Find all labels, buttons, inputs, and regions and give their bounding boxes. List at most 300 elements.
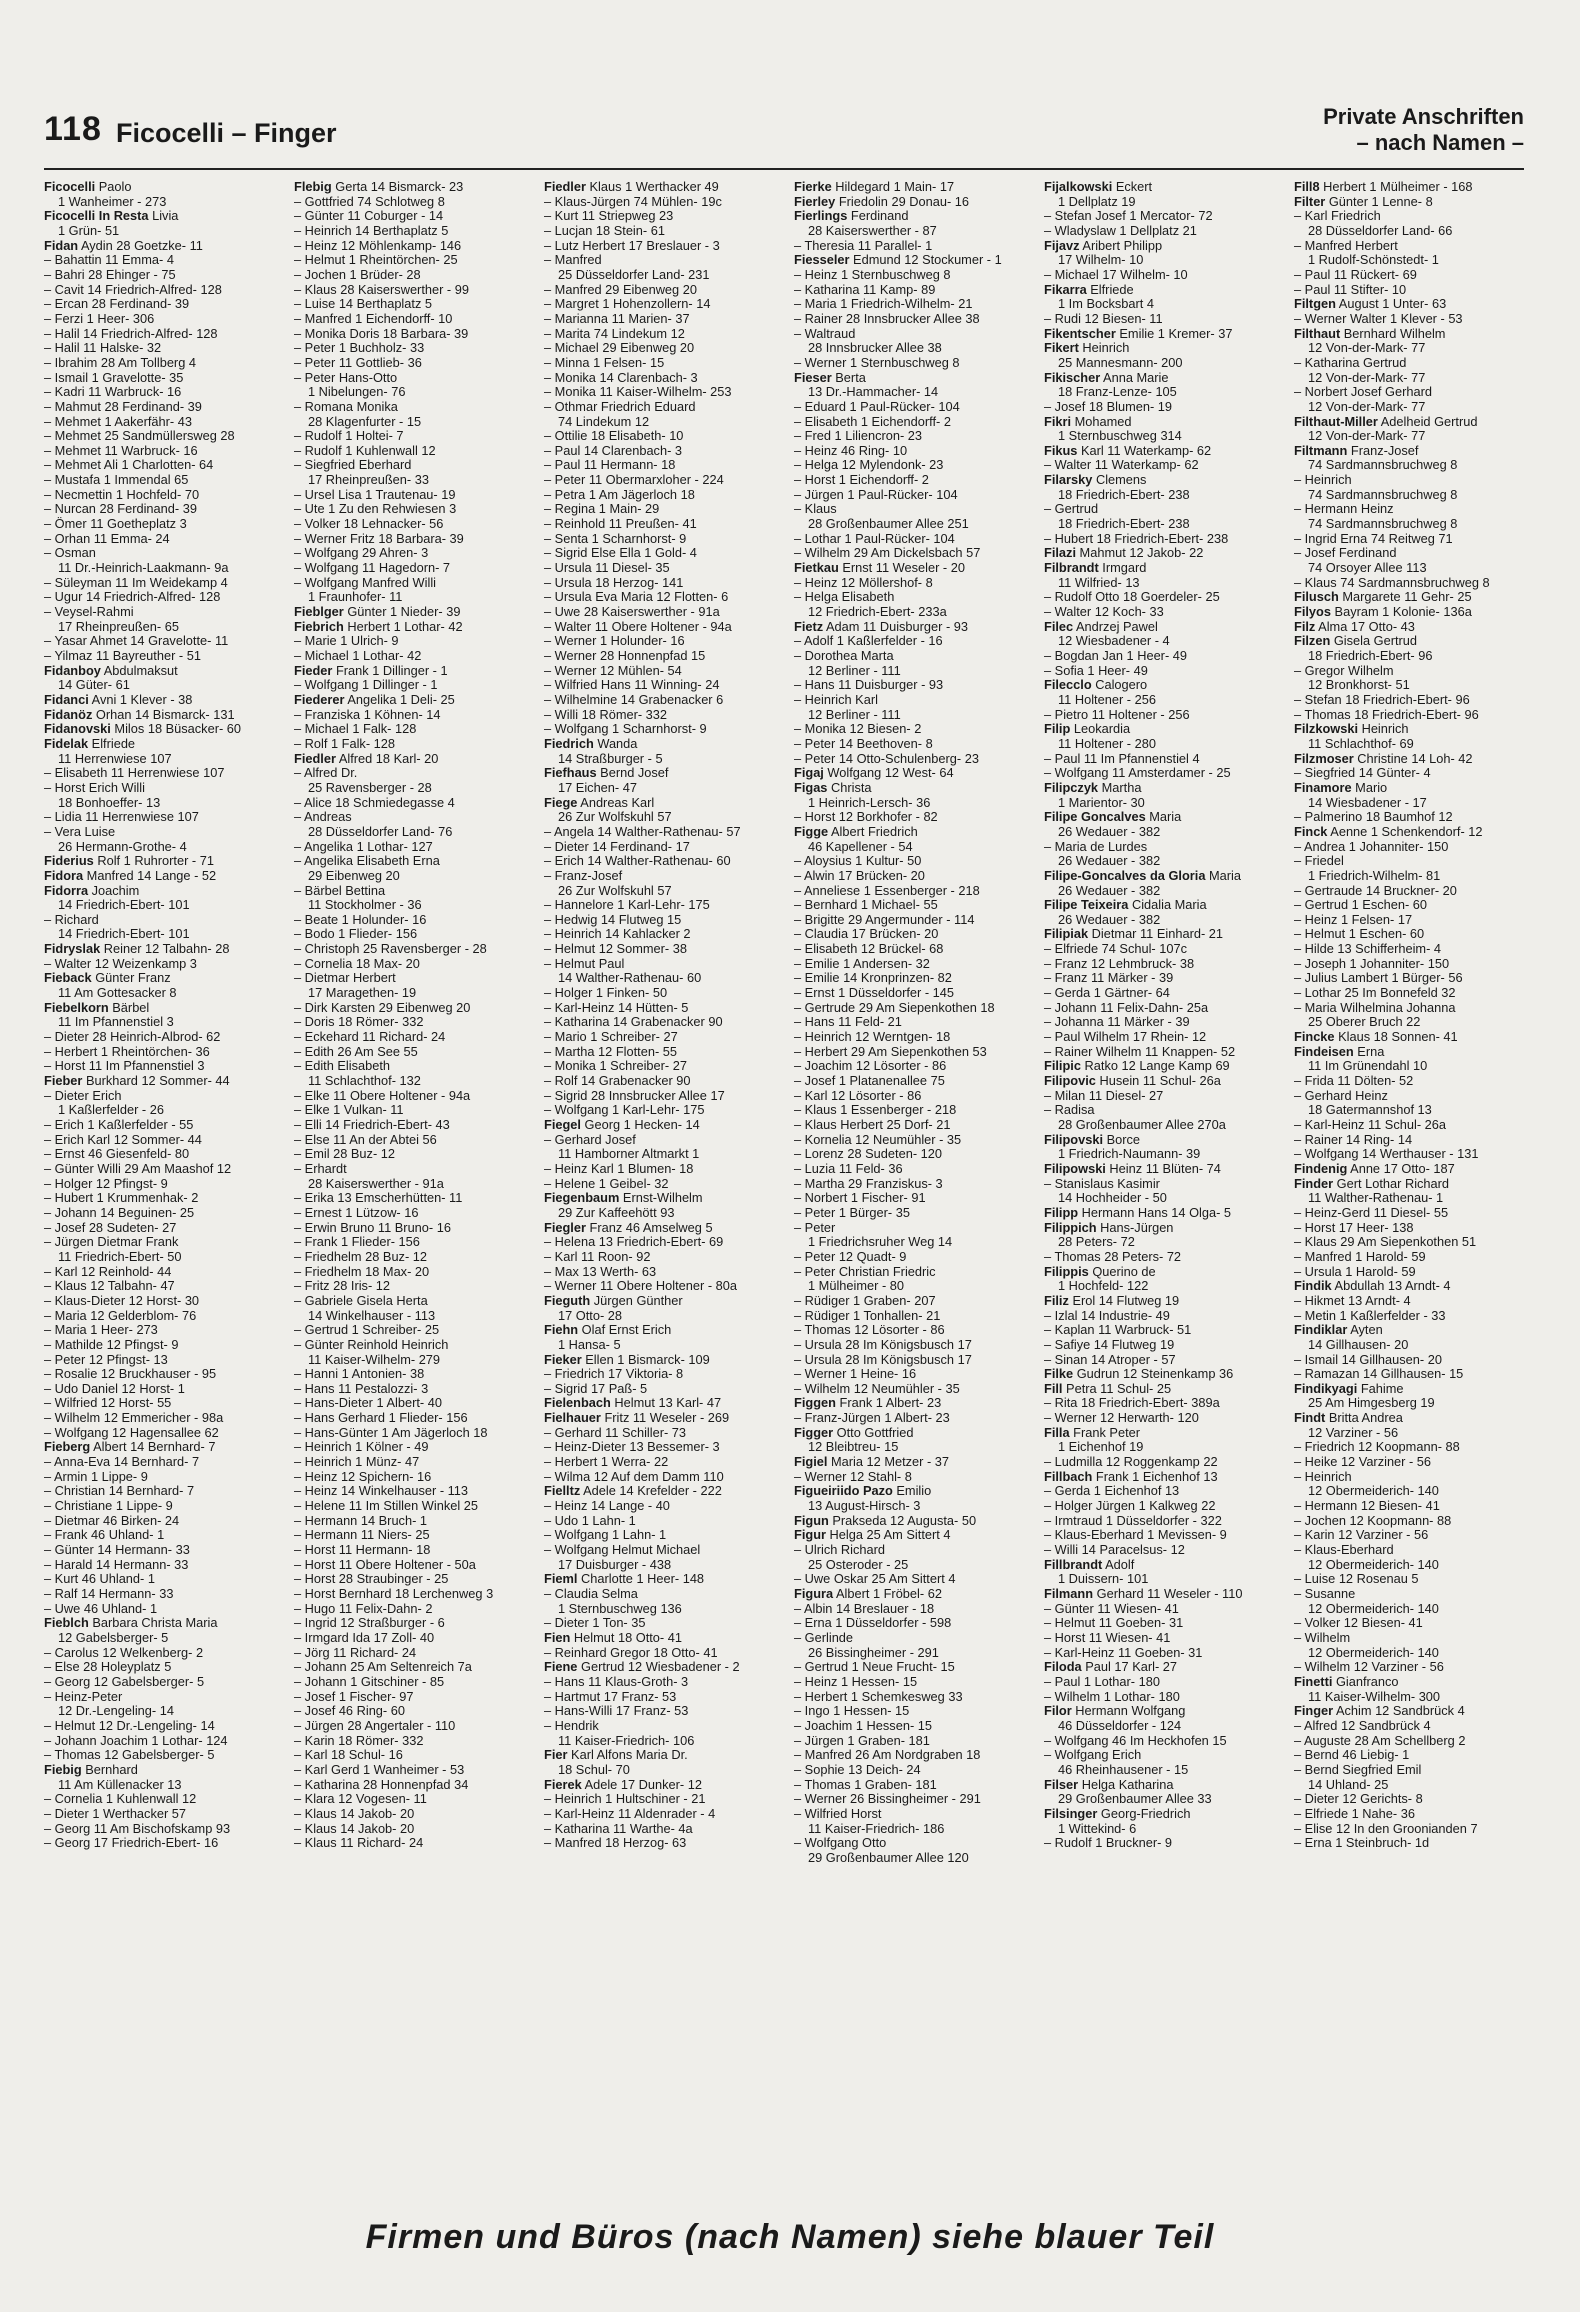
directory-entry: Fiegenbaum Ernst-Wilhelm: [544, 1191, 703, 1206]
directory-entry: – Ursel Lisa 1 Trautenau- 19: [294, 487, 456, 502]
address-continuation: 12 Berliner - 111: [808, 663, 901, 678]
directory-entry: – Gerhard Josef: [544, 1132, 636, 1147]
directory-entry: Filla Frank Peter: [1044, 1425, 1141, 1440]
directory-entry: – Ernst 1 Düsseldorfer - 145: [794, 986, 955, 1001]
directory-column-2: [294, 180, 532, 2170]
address-continuation: 11 Kaiser-Friedrich- 106: [558, 1733, 695, 1748]
directory-entry: – Willi 18 Römer- 332: [544, 707, 668, 722]
directory-entry: Filser Helga Katharina: [1044, 1777, 1174, 1792]
directory-entry: – Heinz Karl 1 Blumen- 18: [544, 1161, 694, 1176]
directory-entry: – Süleyman 11 Im Weidekamp 4: [44, 575, 228, 590]
directory-entry: – Jörg 11 Richard- 24: [294, 1645, 417, 1660]
directory-entry: – Frank 1 Flieder- 156: [294, 1235, 420, 1250]
address-continuation: 1 Rudolf-Schönstedt- 1: [1308, 253, 1439, 268]
directory-entry: – Elise 12 In den Groonianden 7: [1294, 1821, 1478, 1836]
directory-entry: – Peter 11 Obermarxloher - 224: [544, 473, 724, 488]
directory-entry: – Werner 11 Obere Holtener - 80a: [544, 1279, 738, 1294]
directory-entry: – Elke 1 Vulkan- 11: [294, 1103, 404, 1118]
directory-entry: – Beate 1 Holunder- 16: [294, 912, 427, 927]
footer-note: Firmen und Büros (nach Namen) siehe blauer Teil: [365, 2218, 1215, 2256]
directory-entry: – Josef 18 Blumen- 19: [1044, 399, 1173, 414]
directory-entry: Filecclo Calogero: [1044, 678, 1148, 693]
directory-entry: – Mathilde 12 Pfingst- 9: [44, 1337, 179, 1352]
directory-entry: – Bahattin 11 Emma- 4: [44, 253, 174, 268]
directory-entry: – Georg 11 Am Bischofskamp 93: [44, 1821, 231, 1836]
directory-entry: – Heinz 14 Winkelhauser - 113: [294, 1484, 469, 1499]
address-continuation: 26 Wedauer - 382: [1058, 854, 1161, 869]
directory-entry: – Wolfgang 46 Im Heckhofen 15: [1044, 1733, 1227, 1748]
directory-entry: – Werner 12 Herwarth- 120: [1044, 1411, 1199, 1426]
directory-entry: – Monika Doris 18 Barbara- 39: [294, 326, 469, 341]
directory-entry: – Monika 1 Schreiber- 27: [544, 1059, 687, 1074]
directory-entry: – Martha 29 Franziskus- 3: [794, 1176, 943, 1191]
directory-entry: – Horst 17 Heer- 138: [1294, 1220, 1414, 1235]
directory-entry: – Hermann 11 Niers- 25: [294, 1528, 430, 1543]
directory-entry: – Ingrid Erna 74 Reitweg 71: [1294, 531, 1453, 546]
address-continuation: 28 Kaiserswerther - 91a: [308, 1176, 444, 1191]
directory-entry: Filbrandt Irmgard: [1044, 561, 1147, 576]
directory-entry: – Kurt 11 Striepweg 23: [544, 209, 674, 224]
address-continuation: 18 Franz-Lenze- 105: [1058, 385, 1177, 400]
address-continuation: 14 Friedrich-Ebert- 101: [58, 898, 190, 913]
directory-entry: – Paul 11 Stifter- 10: [1294, 282, 1407, 297]
directory-entry: – Wolfgang Helmut Michael: [544, 1543, 701, 1558]
directory-entry: – Helena 13 Friedrich-Ebert- 69: [544, 1235, 724, 1250]
directory-entry: – Horst 28 Straubinger - 25: [294, 1572, 449, 1587]
surname: Filtmann: [1294, 443, 1348, 458]
surname: Filipe Goncalves: [1044, 810, 1146, 825]
directory-entry: Fiege Andreas Karl: [544, 795, 655, 810]
directory-entry: – Wolfgang 1 Dillinger - 1: [294, 678, 438, 693]
address-continuation: 11 Dr.-Heinrich-Laakmann- 9a: [58, 561, 229, 576]
address-continuation: 12 Von-der-Mark- 77: [1308, 370, 1426, 385]
directory-entry: – Marita 74 Lindekum 12: [544, 326, 685, 341]
directory-entry: – Dorothea Marta: [794, 649, 894, 663]
address-continuation: 1 Sternbuschweg 314: [1058, 429, 1182, 444]
directory-entry: – Norbert 1 Fischer- 91: [794, 1191, 926, 1206]
directory-entry: Fijavz Aribert Philipp: [1044, 238, 1163, 253]
address-continuation: 17 Wilhelm- 10: [1058, 253, 1144, 268]
directory-entry: Fielenbach Helmut 13 Karl- 47: [544, 1396, 722, 1411]
directory-entry: – Lidia 11 Herrenwiese 107: [44, 810, 199, 825]
surname: Filthaut: [1294, 326, 1341, 341]
directory-entry: – Fritz 28 Iris- 12: [294, 1279, 391, 1294]
directory-entry: – Manfred 26 Am Nordgraben 18: [794, 1748, 981, 1763]
surname: Figas: [794, 780, 828, 795]
directory-entry: – Hermann 14 Bruch- 1: [294, 1513, 428, 1528]
directory-entry: Fielltz Adele 14 Krefelder - 222: [544, 1484, 722, 1499]
surname: Fijavz: [1044, 238, 1080, 253]
surname: Fikri: [1044, 414, 1072, 429]
directory-entry: – Gertraude 14 Bruckner- 20: [1294, 883, 1457, 898]
directory-entry: – Franz-Josef: [544, 868, 623, 883]
surname: Fien: [544, 1630, 571, 1645]
directory-entry: – Anneliese 1 Essenberger - 218: [794, 883, 980, 898]
directory-entry: – Uwe Oskar 25 Am Sittert 4: [794, 1572, 956, 1587]
surname: Filz: [1294, 619, 1316, 634]
directory-entry: Filip Leokardia: [1044, 722, 1131, 737]
directory-column-3: [544, 180, 782, 2170]
directory-entry: – Herbert 1 Rheintörchen- 36: [44, 1044, 210, 1059]
surname: Filusch: [1294, 590, 1339, 605]
directory-entry: – Rainer 28 Innsbrucker Allee 38: [794, 311, 980, 326]
surname: Fieback: [44, 971, 92, 986]
directory-entry: Fiegler Franz 46 Amselweg 5: [544, 1220, 713, 1235]
directory-entry: – Walter 12 Weizenkamp 3: [44, 956, 197, 971]
directory-entry: – Christiane 1 Lippe- 9: [44, 1499, 173, 1514]
surname: Fiehn: [544, 1323, 579, 1338]
directory-entry: – Werner 12 Mühlen- 54: [544, 663, 682, 678]
address-continuation: 14 Straßburger - 5: [558, 751, 663, 766]
directory-entry: Finetti Gianfranco: [1294, 1674, 1399, 1689]
directory-entry: – Heinrich 1 Kölner - 49: [294, 1440, 429, 1455]
surname: Fill: [1044, 1381, 1063, 1396]
directory-entry: – Ursula 28 Im Königsbusch 17: [794, 1352, 972, 1367]
address-continuation: 1 Grün- 51: [58, 223, 120, 238]
directory-entry: – Jürgen Dietmar Frank: [44, 1235, 179, 1250]
directory-entry: Finamore Mario: [1294, 780, 1388, 795]
directory-entry: – Gerlinde: [794, 1630, 854, 1645]
directory-entry: – Cornelia 18 Max- 20: [294, 956, 420, 971]
directory-entry: Filipiak Dietmar 11 Einhard- 21: [1044, 927, 1223, 942]
directory-entry: – Karin 12 Varziner - 56: [1294, 1528, 1429, 1543]
directory-entry: – Wolfgang Otto: [794, 1836, 887, 1851]
directory-entry: – Katharina Gertrud: [1294, 355, 1407, 370]
address-continuation: 46 Düsseldorfer - 124: [1058, 1718, 1182, 1733]
address-continuation: 74 Orsoyer Allee 113: [1308, 561, 1427, 576]
address-continuation: 46 Kapellener - 54: [808, 839, 913, 854]
directory-entry: – Ursula 18 Herzog- 141: [544, 575, 684, 590]
surname: Fiedrich: [544, 736, 594, 751]
directory-entry: Filzkowski Heinrich: [1294, 722, 1409, 737]
directory-entry: – Holger 1 Finken- 50: [544, 986, 668, 1001]
surname: Ficocelli: [44, 180, 96, 194]
directory-entry: – Thomas 12 Gabelsberger- 5: [44, 1748, 215, 1763]
directory-entry: – Helene 11 Im Stillen Winkel 25: [294, 1499, 478, 1514]
directory-entry: – Peter 14 Beethoven- 8: [794, 736, 933, 751]
directory-entry: Filec Andrzej Pawel: [1044, 619, 1158, 634]
directory-entry: – Heinz 12 Spichern- 16: [294, 1469, 432, 1484]
address-continuation: 26 Bissingheimer - 291: [808, 1645, 939, 1660]
directory-entry: – Susanne: [1294, 1587, 1356, 1601]
directory-entry: – Harald 14 Hermann- 33: [44, 1557, 189, 1572]
directory-entry: – Irmtraud 1 Düsseldorfer - 322: [1044, 1513, 1222, 1528]
directory-entry: – Hubert 18 Friedrich-Ebert- 238: [1044, 531, 1229, 546]
directory-entry: – Thomas 1 Graben- 181: [794, 1777, 937, 1792]
directory-entry: – Vera Luise: [44, 824, 116, 839]
directory-entry: – Paul 11 Im Pfannenstiel 4: [1044, 751, 1200, 766]
directory-entry: – Heinz-Dieter 13 Bessemer- 3: [544, 1440, 720, 1455]
directory-entry: Findeisen Erna: [1294, 1044, 1385, 1059]
address-continuation: 12 Bronkhorst- 51: [1308, 678, 1410, 693]
directory-entry: – Klaus 14 Jakob- 20: [294, 1806, 415, 1821]
directory-entry: – Johann 25 Am Seltenreich 7a: [294, 1660, 472, 1675]
directory-entry: Fiebrich Herbert 1 Lothar- 42: [294, 619, 463, 634]
directory-entry: – Klaus: [794, 502, 837, 517]
directory-entry: – Cavit 14 Friedrich-Alfred- 128: [44, 282, 222, 297]
directory-entry: – Heinz 1 Hessen- 15: [794, 1674, 918, 1689]
surname: Filipowski: [1044, 1161, 1106, 1176]
surname: Fidorra: [44, 883, 89, 898]
directory-entry: – Klaus-Dieter 12 Horst- 30: [44, 1293, 200, 1308]
surname: Fierke: [794, 180, 832, 194]
directory-entry: Filoda Paul 17 Karl- 27: [1044, 1660, 1178, 1675]
directory-entry: – Manfred: [544, 253, 602, 268]
directory-entry: Filippich Hans-Jürgen: [1044, 1220, 1174, 1235]
directory-entry: – Kadri 11 Warbruck- 16: [44, 385, 182, 400]
directory-entry: Fiesseler Edmund 12 Stockumer - 1: [794, 253, 1002, 268]
directory-entry: – Heinrich Karl: [794, 692, 878, 707]
directory-entry: – Regina 1 Main- 29: [544, 502, 660, 517]
surname: Fidryslak: [44, 942, 101, 957]
address-continuation: 28 Düsseldorfer Land- 66: [1308, 223, 1453, 238]
address-continuation: 11 Holtener - 280: [1058, 736, 1156, 751]
directory-entry: – Luise 14 Berthaplatz 5: [294, 297, 433, 312]
directory-entry: – Auguste 28 Am Schellberg 2: [1294, 1733, 1466, 1748]
directory-entry: Figas Christa: [794, 780, 872, 795]
address-continuation: 12 Wiesbadener - 4: [1058, 634, 1170, 649]
surname: Finck: [1294, 824, 1328, 839]
directory-entry: – Erich Karl 12 Sommer- 44: [44, 1132, 202, 1147]
directory-entry: – Michael 17 Wilhelm- 10: [1044, 267, 1188, 282]
directory-entry: – Walter 11 Waterkamp- 62: [1044, 458, 1199, 473]
surname: Filippis: [1044, 1264, 1089, 1279]
directory-entry: Flebig Gerta 14 Bismarck- 23: [294, 180, 464, 194]
address-continuation: 12 Von-der-Mark- 77: [1308, 429, 1426, 444]
directory-entry: Filipowski Heinz 11 Blüten- 74: [1044, 1161, 1221, 1176]
directory-entry: – Emilie 14 Kronprinzen- 82: [794, 971, 952, 986]
directory-entry: – Herbert 1 Schemkesweg 33: [794, 1689, 963, 1704]
directory-entry: – Michael 1 Falk- 128: [294, 722, 417, 737]
surname: Fiebig: [44, 1762, 82, 1777]
directory-entry: – Rüdiger 1 Graben- 207: [794, 1293, 936, 1308]
directory-entry: – Lothar 25 Im Bonnefeld 32: [1294, 986, 1456, 1001]
address-continuation: 1 Mülheimer - 80: [808, 1279, 905, 1294]
directory-entry: – Ugur 14 Friedrich-Alfred- 128: [44, 590, 221, 605]
directory-entry: – Wilfried Horst: [794, 1806, 882, 1821]
directory-entry: – Waltraud: [794, 326, 856, 341]
surname: Filec: [1044, 619, 1074, 634]
section-title: [1323, 104, 1524, 156]
surname: Fikarra: [1044, 282, 1087, 297]
directory-entry: – Richard: [44, 912, 99, 927]
surname: Filzkowski: [1294, 722, 1359, 737]
surname: Filipic: [1044, 1059, 1081, 1074]
directory-entry: Fillbach Frank 1 Eichenhof 13: [1044, 1469, 1218, 1484]
directory-entry: – Michael 29 Eibenweg 20: [544, 341, 695, 356]
surname: Filippich: [1044, 1220, 1097, 1235]
directory-entry: – Rainer 14 Ring- 14: [1294, 1132, 1413, 1147]
surname: Fielenbach: [544, 1396, 611, 1411]
directory-entry: – Dietmar Herbert: [294, 971, 396, 986]
address-continuation: 11 Schlachthof- 132: [308, 1074, 421, 1089]
address-continuation: 12 Berliner - 111: [808, 707, 901, 722]
address-continuation: 74 Sardmannsbruchweg 8: [1308, 517, 1458, 532]
directory-entry: – Klaus 28 Kaiserswerther - 99: [294, 282, 469, 297]
directory-entry: – Peter 1 Buchholz- 33: [294, 341, 425, 356]
directory-entry: – Helmut 1 Rheintörchen- 25: [294, 253, 458, 268]
directory-entry: – Friedrich 12 Koopmann- 88: [1294, 1440, 1460, 1455]
surname: Fiderius: [44, 854, 94, 869]
directory-entry: – Mehmet 11 Warbruck- 16: [44, 443, 198, 458]
address-continuation: 1 Im Bocksbart 4: [1058, 297, 1155, 312]
page-header: [44, 104, 1524, 170]
surname: Fieder: [294, 663, 333, 678]
address-continuation: 26 Zur Wolfskuhl 57: [558, 810, 672, 825]
address-continuation: 46 Rheinhausener - 15: [1058, 1762, 1189, 1777]
directory-entry: – Hermann 12 Biesen- 41: [1294, 1499, 1440, 1514]
directory-entry: – Katharina 28 Honnenpfad 34: [294, 1777, 469, 1792]
directory-entry: – Adolf 1 Kaßlerfelder - 16: [794, 634, 943, 649]
directory-entry: – Willi 14 Paracelsus- 12: [1044, 1543, 1185, 1558]
surname: Ficocelli In Resta: [44, 209, 149, 224]
directory-entry: – Dieter 1 Werthacker 57: [44, 1806, 187, 1821]
directory-entry: – Wolfgang 1 Scharnhorst- 9: [544, 722, 707, 737]
directory-entry: Fieguth Jürgen Günther: [544, 1293, 683, 1308]
surname: Fiefhaus: [544, 766, 597, 781]
directory-entry: Findt Britta Andrea: [1294, 1411, 1403, 1426]
directory-entry: – Jürgen 28 Angertaler - 110: [294, 1718, 456, 1733]
surname: Flebig: [294, 180, 332, 194]
directory-entry: Findenig Anne 17 Otto- 187: [1294, 1161, 1455, 1176]
directory-entry: Fikentscher Emilie 1 Kremer- 37: [1044, 326, 1233, 341]
directory-entry: – Stanislaus Kasimir: [1044, 1176, 1160, 1191]
directory-entry: – Hans 11 Feld- 21: [794, 1015, 902, 1030]
directory-entry: – Klaus 14 Jakob- 20: [294, 1821, 415, 1836]
directory-entry: – Dieter 1 Ton- 35: [544, 1616, 646, 1631]
directory-entry: – Peter 12 Pfingst- 13: [44, 1352, 168, 1367]
directory-entry: – Mehmet Ali 1 Charlotten- 64: [44, 458, 214, 473]
directory-entry: – Brigitte 29 Angermunder - 114: [794, 912, 975, 927]
directory-entry: – Johann 11 Felix-Dahn- 25a: [1044, 1000, 1209, 1015]
address-continuation: 26 Hermann-Grothe- 4: [58, 839, 187, 854]
surname: Filtgen: [1294, 297, 1336, 312]
directory-entry: – Werner 28 Honnenpfad 15: [544, 649, 706, 663]
directory-entry: – Mehmet 1 Aakerfähr- 43: [44, 414, 192, 429]
directory-entry: – Else 11 An der Abtei 56: [294, 1132, 437, 1147]
directory-entry: – Wolfgang 14 Werthauser - 131: [1294, 1147, 1479, 1162]
directory-entry: Filipe-Goncalves da Gloria Maria: [1044, 868, 1241, 883]
surname: Fillbach: [1044, 1469, 1093, 1484]
surname: Filke: [1044, 1367, 1074, 1382]
directory-entry: – Metin 1 Kaßlerfelder - 33: [1294, 1308, 1446, 1323]
directory-entry: – Karl Friedrich: [1294, 209, 1381, 224]
directory-entry: – Gerhard 11 Schiller- 73: [544, 1425, 687, 1440]
directory-entry: – Peter Christian Friedric: [794, 1264, 936, 1279]
directory-entry: – Yasar Ahmet 14 Gravelotte- 11: [44, 634, 229, 649]
directory-entry: Fikri Mohamed: [1044, 414, 1132, 429]
surname: Fiegenbaum: [544, 1191, 620, 1206]
address-continuation: 1 Dellplatz 19: [1058, 194, 1136, 209]
directory-entry: – Elisabeth 1 Eichendorff- 2: [794, 414, 951, 429]
directory-entry: Fillbrandt Adolf: [1044, 1557, 1135, 1572]
directory-entry: – Dietmar 46 Birken- 24: [44, 1513, 180, 1528]
directory-entry: Filzmoser Christine 14 Loh- 42: [1294, 751, 1473, 766]
address-continuation: 1 Hochfeld- 122: [1058, 1279, 1149, 1294]
directory-entry: – Heinrich 14 Berthaplatz 5: [294, 223, 449, 238]
directory-entry: – Katharina 11 Kamp- 89: [794, 282, 936, 297]
directory-entry: – Sigrid 28 Innsbrucker Allee 17: [544, 1088, 725, 1103]
directory-entry: – Klaus-Jürgen 74 Mühlen- 19c: [544, 194, 722, 209]
directory-entry: – Gertrud 1 Eschen- 60: [1294, 898, 1428, 913]
directory-entry: – Ingo 1 Hessen- 15: [794, 1704, 910, 1719]
directory-entry: – Maria 12 Gelderblom- 76: [44, 1308, 197, 1323]
directory-entry: – Heinz 12 Möhlenkamp- 146: [294, 238, 462, 253]
directory-entry: – Albin 14 Breslauer - 18: [794, 1601, 935, 1616]
address-continuation: 25 Oberer Bruch 22: [1308, 1015, 1421, 1030]
directory-entry: Fill8 Herbert 1 Mülheimer - 168: [1294, 180, 1473, 194]
directory-entry: – Norbert Josef Gerhard: [1294, 385, 1432, 400]
address-continuation: 17 Rheinpreußen- 33: [308, 473, 429, 488]
directory-entry: – Kornelia 12 Neumühler - 35: [794, 1132, 962, 1147]
address-continuation: 28 Klagenfurter - 15: [308, 414, 422, 429]
directory-entry: – Rainer Wilhelm 11 Knappen- 52: [1044, 1044, 1236, 1059]
address-continuation: 18 Friedrich-Ebert- 96: [1308, 649, 1433, 663]
address-continuation: 29 Großenbaumer Allee 33: [1058, 1792, 1212, 1807]
directory-entry: Fiedrich Wanda: [544, 736, 638, 751]
directory-entry: – Monika 14 Clarenbach- 3: [544, 370, 698, 385]
directory-entry: Fidryslak Reiner 12 Talbahn- 28: [44, 942, 230, 957]
directory-entry: Fietkau Ernst 11 Weseler - 20: [794, 561, 965, 576]
directory-entry: – Werner Fritz 18 Barbara- 39: [294, 531, 464, 546]
directory-entry: – Herbert 1 Werra- 22: [544, 1455, 669, 1470]
directory-entry: Fikus Karl 11 Waterkamp- 62: [1044, 443, 1212, 458]
directory-entry: Fiderius Rolf 1 Ruhrorter - 71: [44, 854, 214, 869]
directory-entry: – Heinrich 1 Hultschiner - 21: [544, 1792, 706, 1807]
surname: Fikus: [1044, 443, 1078, 458]
directory-entry: – Wolfgang 29 Ahren- 3: [294, 546, 429, 561]
directory-entry: – Claudia 17 Brücken- 20: [794, 927, 939, 942]
address-continuation: 13 August-Hirsch- 3: [808, 1499, 921, 1514]
directory-entry: – Josef 46 Ring- 60: [294, 1704, 405, 1719]
surname: Figura: [794, 1587, 834, 1601]
directory-entry: – Rolf 14 Grabenacker 90: [544, 1074, 691, 1089]
surname: Filla: [1044, 1425, 1070, 1440]
surname: Fieguth: [544, 1293, 591, 1308]
address-continuation: 11 Am Küllenacker 13: [58, 1777, 182, 1792]
directory-entry: – Sinan 14 Atroper - 57: [1044, 1352, 1176, 1367]
directory-entry: – Lutz Herbert 17 Breslauer - 3: [544, 238, 720, 253]
address-continuation: 29 Zur Kaffeehött 93: [558, 1205, 675, 1220]
address-continuation: 12 Bleibtreu- 15: [808, 1440, 899, 1455]
directory-entry: – Ralf 14 Hermann- 33: [44, 1587, 174, 1601]
directory-entry: – Günter 11 Coburger - 14: [294, 209, 444, 224]
directory-entry: – Andreas: [294, 810, 352, 825]
directory-entry: – Hans Gerhard 1 Flieder- 156: [294, 1411, 468, 1426]
surname: Figur: [794, 1528, 826, 1543]
directory-entry: – Werner 1 Holunder- 16: [544, 634, 685, 649]
page-number: 118: [44, 110, 102, 148]
directory-entry: – Yilmaz 11 Bayreuther - 51: [44, 649, 201, 663]
directory-entry: – Margret 1 Hohenzollern- 14: [544, 297, 711, 312]
surname: Filthaut-Miller: [1294, 414, 1378, 429]
directory-entry: Fiehn Olaf Ernst Erich: [544, 1323, 672, 1338]
directory-entry: – Dieter 12 Gerichts- 8: [1294, 1792, 1423, 1807]
directory-entry: Filmann Gerhard 11 Weseler - 110: [1044, 1587, 1243, 1601]
directory-entry: Filipe Goncalves Maria: [1044, 810, 1182, 825]
surname: Finger: [1294, 1704, 1334, 1719]
address-continuation: 29 Großenbaumer Allee 120: [808, 1850, 969, 1865]
address-continuation: 11 Kaiser-Wilhelm- 279: [308, 1352, 441, 1367]
directory-entry: – Elke 11 Obere Holtener - 94a: [294, 1088, 471, 1103]
directory-entry: – Uwe 28 Kaiserswerther - 91a: [544, 605, 720, 620]
directory-entry: – Hendrik: [544, 1718, 599, 1733]
address-continuation: 11 Im Grünendahl 10: [1308, 1059, 1428, 1074]
address-continuation: 18 Gatermannshof 13: [1308, 1103, 1432, 1118]
directory-entry: Filusch Margarete 11 Gehr- 25: [1294, 590, 1472, 605]
directory-entry: – Gertrud 1 Schreiber- 25: [294, 1323, 440, 1338]
directory-entry: – Christian 14 Bernhard- 7: [44, 1484, 195, 1499]
